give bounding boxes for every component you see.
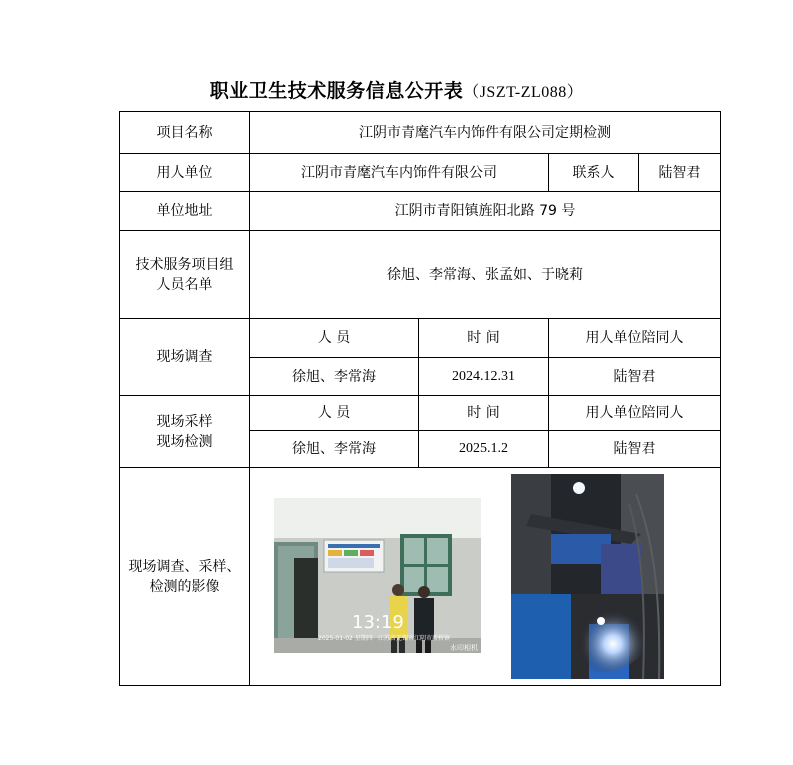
site-survey-photo-graphic bbox=[274, 498, 481, 653]
sampling-header-staff: 人 员 bbox=[250, 396, 419, 431]
survey-date: 2024.12.31 bbox=[419, 358, 549, 396]
sampling-header-companion: 用人单位陪同人 bbox=[549, 396, 721, 431]
survey-header-companion: 用人单位陪同人 bbox=[549, 319, 721, 358]
images-label-line2: 检测的影像 bbox=[149, 578, 220, 595]
team-label bbox=[120, 231, 250, 319]
sampling-companion: 陆智君 bbox=[549, 431, 721, 468]
images-label bbox=[120, 468, 250, 686]
sampling-date: 2025.1.2 bbox=[419, 431, 549, 468]
sampling-label-line1: 现场采样 bbox=[156, 413, 213, 430]
team-value: 徐旭、李常海、张孟如、于晓莉 bbox=[250, 231, 721, 319]
site-sampling-photo bbox=[511, 474, 664, 679]
employer-value: 江阴市青麾汽车内饰件有限公司 bbox=[250, 154, 549, 192]
info-table bbox=[119, 111, 721, 686]
team-label-line1: 技术服务项目组 bbox=[135, 256, 234, 273]
images-cell bbox=[250, 468, 721, 686]
images-label-line1: 现场调查、采样、 bbox=[128, 558, 241, 575]
site-sampling-photo-graphic bbox=[511, 474, 664, 679]
team-label-line2: 人员名单 bbox=[156, 276, 213, 293]
row-images bbox=[120, 468, 721, 686]
title-main: 职业卫生技术服务信息公开表 bbox=[209, 80, 464, 102]
row-sampling-header bbox=[120, 396, 721, 431]
photo1-watermark: 水印相机 bbox=[450, 644, 478, 652]
survey-header-time: 时 间 bbox=[419, 319, 549, 358]
photo1-time: 13:19 bbox=[352, 612, 404, 633]
contact-value: 陆智君 bbox=[639, 154, 721, 192]
row-team bbox=[120, 231, 721, 319]
survey-companion: 陆智君 bbox=[549, 358, 721, 396]
photo1-location: 江苏省无锡市江阴市新桥镇 bbox=[378, 635, 451, 642]
survey-label: 现场调查 bbox=[120, 319, 250, 396]
contact-label: 联系人 bbox=[549, 154, 639, 192]
sampling-label bbox=[120, 396, 250, 468]
survey-staff: 徐旭、李常海 bbox=[250, 358, 419, 396]
sampling-header-time: 时 间 bbox=[419, 396, 549, 431]
row-survey-header bbox=[120, 319, 721, 358]
site-survey-photo bbox=[274, 498, 481, 653]
sampling-staff: 徐旭、李常海 bbox=[250, 431, 419, 468]
row-project-name bbox=[120, 112, 721, 154]
page-title bbox=[0, 76, 793, 103]
row-address bbox=[120, 192, 721, 231]
project-name-value: 江阴市青麾汽车内饰件有限公司定期检测 bbox=[250, 112, 721, 154]
address-value: 江阴市青阳镇旌阳北路 79 号 bbox=[250, 192, 721, 231]
row-employer bbox=[120, 154, 721, 192]
sampling-label-line2: 现场检测 bbox=[156, 433, 213, 450]
project-name-label: 项目名称 bbox=[120, 112, 250, 154]
employer-label: 用人单位 bbox=[120, 154, 250, 192]
title-code: （JSZT-ZL088） bbox=[463, 84, 584, 101]
photo1-date: 2025-01-02 星期四 bbox=[318, 635, 373, 642]
survey-header-staff: 人 员 bbox=[250, 319, 419, 358]
address-label: 单位地址 bbox=[120, 192, 250, 231]
